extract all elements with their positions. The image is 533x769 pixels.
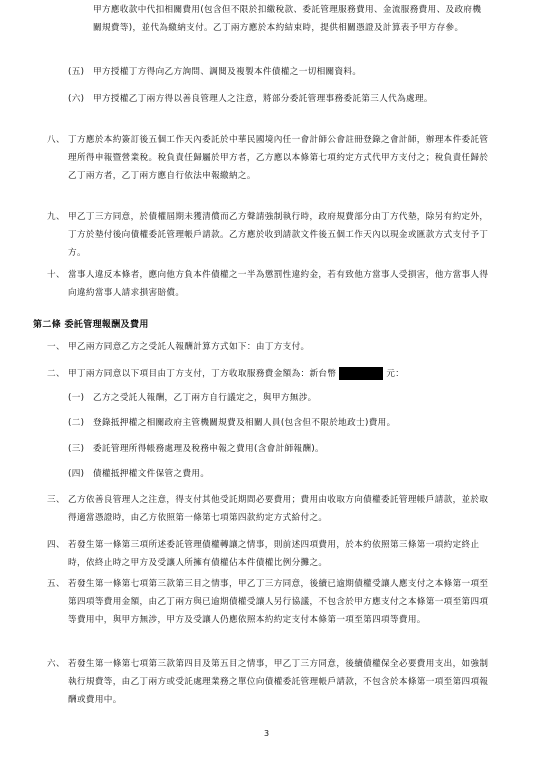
redacted-amount — [339, 367, 383, 380]
clause-text: 甲方授權丁方得向乙方詢問、調閱及複製本件債權之一切相關資料。 — [93, 67, 362, 77]
clause-9 — [47, 208, 497, 262]
clause-8 — [47, 131, 497, 185]
clause-text: 乙方依善良管理人之注意，得支付其他受託期間必要費用；費用由收取方向債權委託管理帳戶請款，並於取得適當憑證時，由乙方依照第一條第七項第四款約定方式給付之。 — [68, 495, 489, 523]
sub-text: 債權抵押權文件保管之費用。 — [93, 469, 210, 479]
sub-text: 乙方之受託人報酬，乙丁兩方自行議定之，與甲方無涉。 — [93, 393, 317, 403]
sub-text: 登錄抵押權之相關政府主管機關規費及相關人員(包含但不限於地政士)費用。 — [93, 418, 396, 428]
sub-item-1 — [68, 389, 488, 407]
page-number: 3 — [263, 729, 270, 738]
clause-text: 甲乙兩方同意乙方之受託人報酬計算方式如下：由丁方支付。 — [68, 342, 310, 352]
clause-label: 二、 — [47, 369, 65, 379]
clause-label: 五、 — [47, 579, 65, 589]
clause-label: 一、 — [47, 342, 65, 352]
continuation-text: 甲方應收款中代扣相關費用(包含但不限於扣繳稅款、委託管理服務費用、金流服務費用、及政府機關規費等)，並代為繳納支付。乙丁兩方應於本約結束時，提供相關憑證及計算表予甲方存參。 — [93, 5, 482, 33]
clause-text: 丁方應於本約簽訂後五個工作天內委託於中華民國境內任一會計師公會註冊登錄之會計師，辦理本件委託管理所得申報暨營業稅。稅負責任歸屬於甲方者，乙方應以本條第七項約定方式代甲方支付之；稅負責任歸於乙丁兩方者，乙丁兩方應自行依法申報繳納之。 — [68, 135, 489, 181]
sub-text: 委託管理所得帳務處理及稅務申報之費用(含會計師報酬)。 — [93, 444, 325, 454]
sub-label: (二) — [68, 418, 85, 428]
clause-label: (五) — [68, 67, 85, 77]
clause-item-5 — [68, 63, 488, 81]
article2-item-4 — [47, 536, 497, 572]
clause-text: 甲方授權乙丁兩方得以善良管理人之注意，將部分委託管理事務委託第三人代為處理。 — [93, 94, 433, 104]
clause-text: 甲乙丁三方同意，於債權屆期未獲清償而乙方聲請強制執行時，政府規費部分由丁方代墊，除另有約定外，丁方於墊付後向債權委託管理帳戶請款。乙方應於收到請款文件後五個工作天內以現金或匯款方式支付予丁方。 — [68, 212, 489, 258]
sub-label: (四) — [68, 469, 85, 479]
sub-label: (三) — [68, 444, 85, 454]
article-heading: 第二條 委託管理報酬及費用 — [33, 320, 149, 330]
clause-text: 若發生第一條第七項第三款第三目之情事，甲乙丁三方同意，後續已逾期債權受讓人應支付之本條第一項至第四項等費用金額，由乙丁兩方與已逾期債權受讓人另行協議，不包含於甲方應支付之本條第一項至第四項等費用中，與甲方無涉，甲方及受讓人仍應依照本約約定支付本條第一項至第四項等費用。 — [68, 579, 489, 625]
article2-item-6 — [47, 655, 497, 709]
clause-text: 當事人違反本條者，應向他方負本件債權之一半為懲罰性違約金，若有致他方當事人受損害，他方當事人得向違約當事人請求損害賠償。 — [68, 270, 489, 298]
sub-item-4 — [68, 465, 488, 483]
sub-label: (一) — [68, 393, 85, 403]
article2-item-1 — [47, 338, 497, 356]
article2-item-5 — [47, 575, 497, 629]
clause-label: 八、 — [47, 135, 65, 145]
clause-text-after: 元： — [386, 369, 405, 379]
clause-label: 十、 — [47, 270, 65, 280]
clause-item-6 — [68, 90, 488, 108]
clause-text: 若發生第一條第三項所述委託管理債權轉讓之情事，則前述四項費用，於本約依照第三條第一項約定終止時，依終止時之甲方及受讓人所擁有債權佔本件債權比例分攤之。 — [68, 540, 480, 568]
sub-item-3 — [68, 440, 488, 458]
clause-label: (六) — [68, 94, 85, 104]
article2-item-3 — [47, 491, 497, 527]
clause-label: 四、 — [47, 540, 65, 550]
clause-label: 六、 — [47, 659, 65, 669]
clause-label: 九、 — [47, 212, 65, 222]
sub-item-2 — [68, 414, 488, 432]
article2-item-2 — [47, 365, 497, 383]
clause-label: 三、 — [47, 495, 65, 505]
clause-10 — [47, 266, 497, 302]
clause-text: 若發生第一條第七項第三款第四目及第五目之情事，甲乙丁三方同意，後續債權保全必要費用支出，如強制執行規費等，由乙丁兩方或受託處理業務之單位向債權委託管理帳戶請款，不包含於本條第一項至第四項報酬或費用中。 — [68, 659, 489, 705]
clause-text-before: 甲丁兩方同意以下項目由丁方支付，丁方收取服務費金額為：新台幣 — [68, 369, 337, 379]
continuation-paragraph — [93, 1, 488, 37]
